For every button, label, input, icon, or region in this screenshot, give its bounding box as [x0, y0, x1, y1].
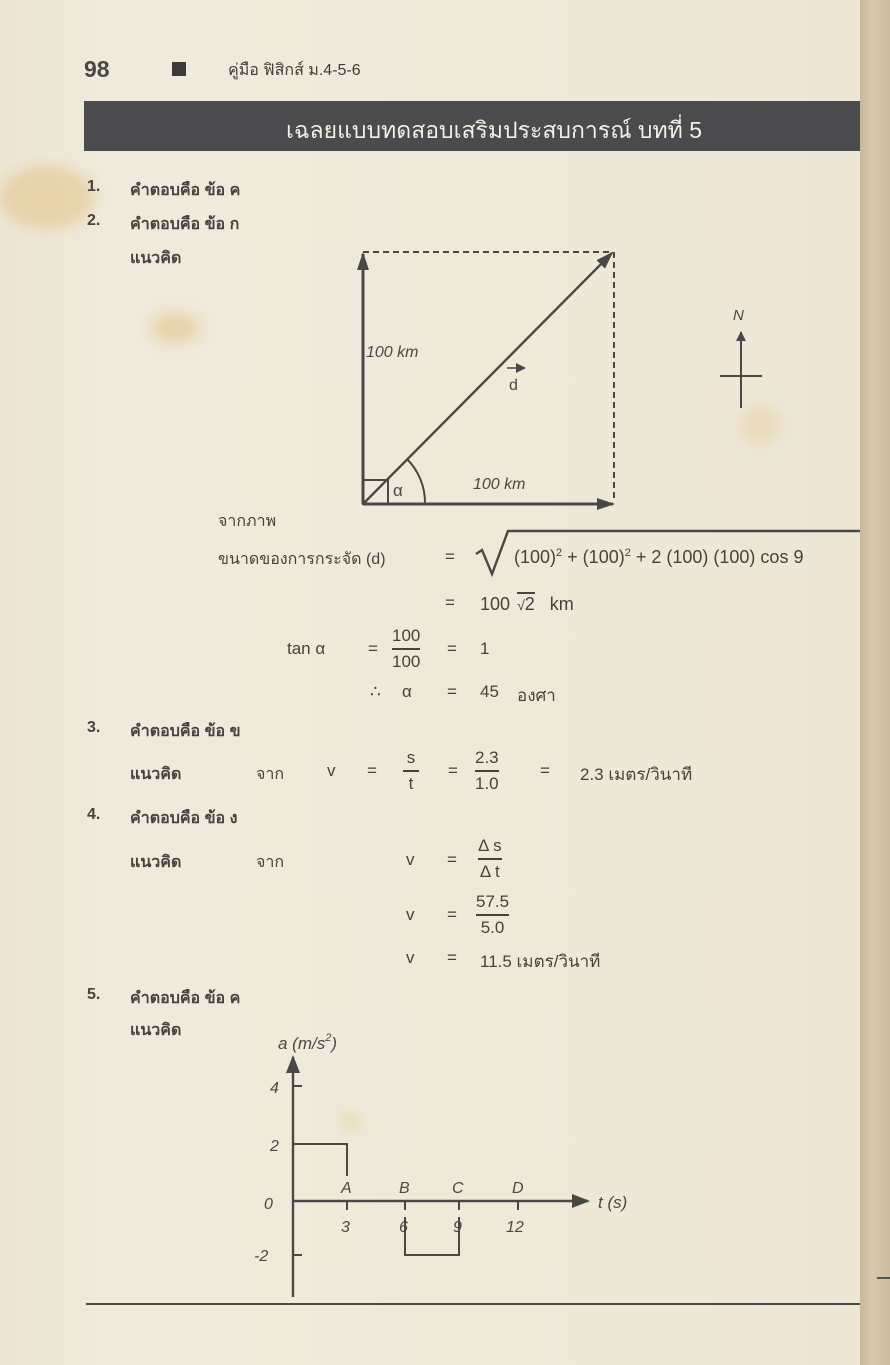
answer-text: คำตอบคือ ข้อ ก — [130, 216, 240, 233]
equals-sign: = — [448, 761, 458, 780]
answer-number: 1. — [87, 178, 101, 195]
velocity-symbol: v — [406, 905, 415, 924]
angle-label: α — [393, 481, 403, 500]
answer-text: คำตอบคือ ข้อ ง — [130, 810, 238, 827]
vector-d-label: d — [509, 377, 518, 394]
velocity-result: 11.5 เมตร/วินาที — [480, 952, 601, 971]
alpha-value: 45 — [480, 682, 499, 701]
equals-sign: = — [447, 948, 457, 967]
north-label: N — [733, 307, 744, 324]
next-page-edge — [860, 0, 890, 1365]
value-fraction: 2.3 1.0 — [475, 748, 499, 793]
tan-fraction: 100 100 — [392, 626, 421, 671]
tan-label: tan α — [287, 639, 326, 658]
answer-number: 5. — [87, 986, 101, 1003]
answer-text: คำตอบคือ ข้อ ค — [130, 990, 241, 1007]
method-label: แนวคิด — [130, 854, 182, 871]
alpha-unit: องศา — [517, 686, 556, 705]
from-label: จาก — [256, 854, 285, 871]
answer-text: คำตอบคือ ข้อ ข — [130, 723, 241, 740]
displacement-label: ขนาดของการกระจัด (d) — [218, 551, 386, 568]
x-axis-label: t (s) — [598, 1193, 628, 1212]
point-label: A — [341, 1180, 352, 1197]
delta-fraction: Δ s Δ t — [478, 836, 502, 881]
segment-positive — [293, 1144, 347, 1176]
sqrt-expression — [514, 547, 803, 568]
velocity-fraction: s t — [403, 748, 419, 794]
vertical-distance-label: 100 km — [366, 344, 419, 361]
small-root: √2 — [517, 594, 535, 614]
therefore-symbol: ∴ — [370, 682, 381, 701]
equals-sign: = — [445, 593, 455, 612]
equals-sign: = — [367, 761, 377, 780]
method-label: แนวคิด — [130, 250, 182, 267]
displacement-result — [480, 592, 574, 615]
term: + (100) — [567, 547, 625, 567]
equals-sign: = — [447, 682, 457, 701]
equals-sign: = — [447, 850, 457, 869]
y-tick-label: -2 — [254, 1248, 269, 1265]
tan-value: 1 — [480, 639, 490, 658]
y-tick-label: 2 — [270, 1138, 279, 1155]
edge-mark — [877, 1277, 890, 1279]
from-label: จาก — [256, 766, 285, 783]
coefficient: 100 — [480, 594, 511, 614]
north-compass-icon — [720, 307, 762, 408]
equals-sign: = — [445, 547, 455, 566]
velocity-symbol: v — [406, 850, 415, 869]
book-title: คู่มือ ฟิสิกส์ ม.4-5-6 — [228, 62, 361, 79]
velocity-symbol: v — [327, 761, 336, 780]
y-tick-label: 0 — [264, 1196, 273, 1213]
point-label: B — [399, 1180, 410, 1197]
x-tick-label: 6 — [399, 1219, 408, 1236]
horizontal-distance-label: 100 km — [473, 476, 526, 493]
x-tick-label: 9 — [453, 1219, 462, 1236]
x-tick-label: 3 — [341, 1219, 350, 1236]
square-bullet-icon — [172, 62, 186, 76]
segment-negative — [405, 1217, 459, 1255]
method-label: แนวคิด — [130, 766, 182, 783]
equals-sign: = — [447, 905, 457, 924]
page-number: 98 — [84, 56, 110, 82]
term: + 2 (100) (100) cos 9 — [635, 547, 804, 567]
answer-number: 2. — [87, 212, 101, 229]
answer-number: 3. — [87, 719, 101, 736]
x-tick-label: 12 — [506, 1219, 524, 1236]
y-tick-label: 4 — [270, 1080, 279, 1097]
point-label: D — [512, 1180, 524, 1197]
banner-title: เฉลยแบบทดสอบเสริมประสบการณ์ บทที่ 5 — [285, 117, 703, 143]
velocity-symbol: v — [406, 948, 415, 967]
equals-sign: = — [368, 639, 378, 658]
velocity-result: 2.3 เมตร/วินาที — [580, 765, 693, 784]
equals-sign: = — [447, 639, 457, 658]
equals-sign: = — [540, 761, 550, 780]
chapter-banner — [84, 101, 860, 151]
term: (100) — [514, 547, 557, 567]
exponent: 2 — [556, 547, 563, 559]
exponent: 2 — [624, 547, 631, 559]
footer-rule — [86, 1303, 860, 1305]
from-figure-label: จากภาพ — [218, 513, 277, 530]
y-axis-label: a $(m/s^2)$ — [278, 1032, 338, 1053]
point-label: C — [452, 1180, 464, 1197]
alpha-symbol: α — [402, 682, 412, 701]
unit: km — [549, 594, 574, 614]
vector-diagram — [340, 240, 800, 520]
answer-text: คำตอบคือ ข้อ ค — [130, 182, 241, 199]
answer-number: 4. — [87, 806, 101, 823]
method-label: แนวคิด — [130, 1022, 182, 1039]
acceleration-time-graph — [240, 1025, 660, 1305]
value-fraction: 57.5 5.0 — [476, 892, 510, 937]
